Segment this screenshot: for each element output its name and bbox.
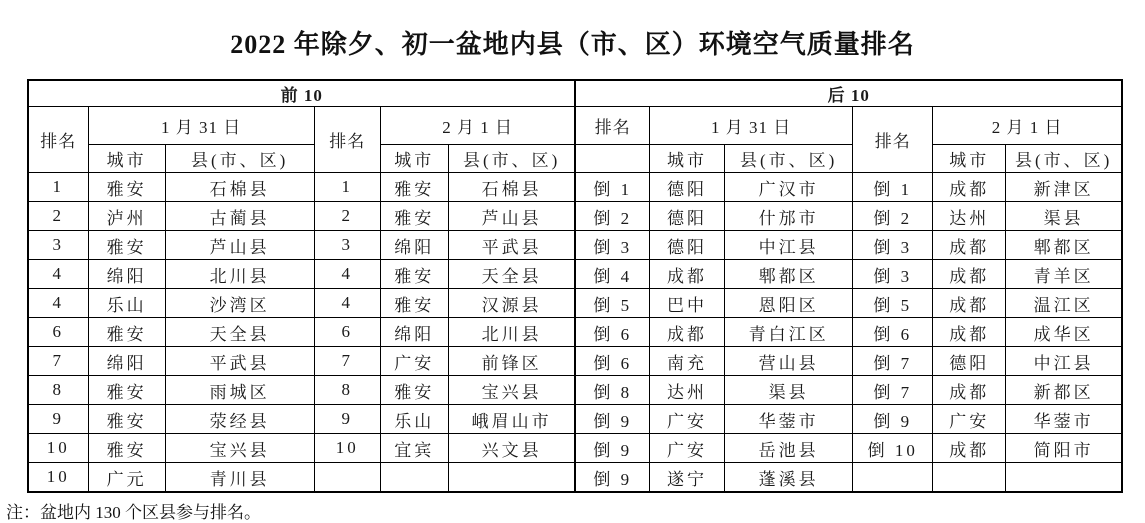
county-cell: 天全县	[448, 260, 575, 289]
sub-header-row	[28, 145, 1122, 173]
group-header-top10: 前 10	[28, 80, 575, 107]
table-row	[28, 202, 1122, 231]
rank-cell: 6	[28, 318, 88, 347]
city-cell: 成都	[933, 318, 1006, 347]
city-cell: 乐山	[380, 405, 448, 434]
rank-cell: 9	[314, 405, 380, 434]
rank-cell: 4	[28, 289, 88, 318]
city-cell: 广安	[650, 405, 725, 434]
county-cell: 恩阳区	[725, 289, 853, 318]
city-cell: 雅安	[380, 173, 448, 202]
city-cell: 泸州	[88, 202, 165, 231]
county-cell: 雨城区	[165, 376, 314, 405]
rank-cell: 倒 4	[575, 260, 649, 289]
city-cell: 巴中	[650, 289, 725, 318]
county-header-4: 县(市、区)	[1006, 145, 1122, 173]
city-cell: 南充	[650, 347, 725, 376]
county-cell: 青白江区	[725, 318, 853, 347]
city-cell: 德阳	[650, 231, 725, 260]
county-cell: 青羊区	[1006, 260, 1122, 289]
county-cell: 华蓥市	[725, 405, 853, 434]
date-header-2: 2 月 1 日	[380, 107, 575, 145]
table-row	[28, 173, 1122, 202]
county-cell: 郫都区	[1006, 231, 1122, 260]
county-cell	[1006, 463, 1122, 493]
city-cell: 成都	[933, 231, 1006, 260]
county-cell: 岳池县	[725, 434, 853, 463]
city-cell: 雅安	[88, 318, 165, 347]
county-cell: 简阳市	[1006, 434, 1122, 463]
county-cell: 沙湾区	[165, 289, 314, 318]
rank-cell: 1	[314, 173, 380, 202]
city-cell: 雅安	[88, 173, 165, 202]
county-cell: 新津区	[1006, 173, 1122, 202]
rank-cell: 7	[314, 347, 380, 376]
city-cell: 德阳	[650, 202, 725, 231]
city-cell: 广安	[933, 405, 1006, 434]
city-cell: 成都	[933, 173, 1006, 202]
county-cell: 渠县	[725, 376, 853, 405]
rank-cell: 1	[28, 173, 88, 202]
rank-cell: 4	[28, 260, 88, 289]
rank-cell: 倒 9	[575, 463, 649, 493]
city-header-1: 城市	[88, 145, 165, 173]
city-cell: 成都	[650, 260, 725, 289]
rank-cell: 9	[28, 405, 88, 434]
city-cell: 成都	[933, 376, 1006, 405]
city-cell: 广安	[380, 347, 448, 376]
rank-cell: 8	[28, 376, 88, 405]
county-cell: 郫都区	[725, 260, 853, 289]
rank-cell: 2	[314, 202, 380, 231]
table-row	[28, 260, 1122, 289]
group-header-bottom10: 后 10	[575, 80, 1122, 107]
table-row	[28, 231, 1122, 260]
rank-cell: 2	[28, 202, 88, 231]
city-cell: 成都	[933, 434, 1006, 463]
city-cell: 雅安	[88, 434, 165, 463]
city-cell: 绵阳	[380, 318, 448, 347]
county-cell: 营山县	[725, 347, 853, 376]
rank-cell: 倒 2	[853, 202, 933, 231]
rank-header-3-empty-cell	[575, 145, 649, 173]
county-cell: 什邡市	[725, 202, 853, 231]
county-cell: 宝兴县	[448, 376, 575, 405]
rank-cell: 倒 2	[575, 202, 649, 231]
table-row	[28, 376, 1122, 405]
city-header-3: 城市	[650, 145, 725, 173]
county-cell: 芦山县	[448, 202, 575, 231]
county-cell: 平武县	[448, 231, 575, 260]
county-cell: 峨眉山市	[448, 405, 575, 434]
county-cell: 荥经县	[165, 405, 314, 434]
table-row	[28, 318, 1122, 347]
rank-cell: 倒 6	[853, 318, 933, 347]
table-row	[28, 434, 1122, 463]
city-cell: 雅安	[88, 376, 165, 405]
rank-cell: 倒 5	[853, 289, 933, 318]
city-cell: 德阳	[933, 347, 1006, 376]
city-header-4: 城市	[933, 145, 1006, 173]
county-cell: 兴文县	[448, 434, 575, 463]
date-header-row	[28, 107, 1122, 145]
city-cell: 雅安	[88, 405, 165, 434]
table-row	[28, 463, 1122, 493]
county-cell: 新都区	[1006, 376, 1122, 405]
rank-cell: 10	[28, 434, 88, 463]
county-cell: 天全县	[165, 318, 314, 347]
page-title: 2022 年除夕、初一盆地内县（市、区）环境空气质量排名	[230, 30, 915, 59]
county-cell: 广汉市	[725, 173, 853, 202]
rank-cell: 倒 1	[575, 173, 649, 202]
city-cell: 成都	[933, 289, 1006, 318]
county-cell: 华蓥市	[1006, 405, 1122, 434]
table-row	[28, 289, 1122, 318]
table-row	[28, 405, 1122, 434]
county-cell: 北川县	[448, 318, 575, 347]
county-cell: 温江区	[1006, 289, 1122, 318]
county-cell: 平武县	[165, 347, 314, 376]
rank-cell: 倒 9	[853, 405, 933, 434]
city-cell: 绵阳	[380, 231, 448, 260]
group-header-row	[28, 80, 1122, 107]
city-cell: 宜宾	[380, 434, 448, 463]
rank-cell: 倒 9	[575, 405, 649, 434]
rank-cell: 10	[28, 463, 88, 493]
city-cell: 绵阳	[88, 260, 165, 289]
county-cell: 中江县	[1006, 347, 1122, 376]
rank-cell: 倒 8	[575, 376, 649, 405]
county-cell: 渠县	[1006, 202, 1122, 231]
city-cell: 雅安	[380, 376, 448, 405]
rank-cell: 倒 9	[575, 434, 649, 463]
city-cell: 达州	[933, 202, 1006, 231]
city-cell: 成都	[933, 260, 1006, 289]
air-quality-ranking-table	[27, 79, 1123, 493]
county-header-3: 县(市、区)	[725, 145, 853, 173]
city-cell: 遂宁	[650, 463, 725, 493]
rank-cell: 倒 3	[853, 260, 933, 289]
city-cell: 乐山	[88, 289, 165, 318]
rank-cell: 倒 10	[853, 434, 933, 463]
county-cell: 古蔺县	[165, 202, 314, 231]
rank-cell: 倒 6	[575, 347, 649, 376]
table-row	[28, 347, 1122, 376]
county-cell: 中江县	[725, 231, 853, 260]
county-cell	[448, 463, 575, 493]
city-cell: 广安	[650, 434, 725, 463]
rank-cell: 4	[314, 260, 380, 289]
city-cell: 德阳	[650, 173, 725, 202]
county-cell: 汉源县	[448, 289, 575, 318]
city-cell: 达州	[650, 376, 725, 405]
county-header-2: 县(市、区)	[448, 145, 575, 173]
rank-cell: 倒 7	[853, 376, 933, 405]
county-cell: 宝兴县	[165, 434, 314, 463]
rank-cell	[314, 463, 380, 493]
county-cell: 前锋区	[448, 347, 575, 376]
city-cell: 雅安	[380, 289, 448, 318]
city-cell: 广元	[88, 463, 165, 493]
county-cell: 蓬溪县	[725, 463, 853, 493]
city-cell: 雅安	[88, 231, 165, 260]
rank-cell: 7	[28, 347, 88, 376]
county-cell: 石棉县	[448, 173, 575, 202]
rank-cell: 倒 3	[853, 231, 933, 260]
footnote: 注：盆地内 130 个区县参与排名。	[6, 503, 261, 522]
city-cell	[380, 463, 448, 493]
rank-cell: 4	[314, 289, 380, 318]
county-header-1: 县(市、区)	[165, 145, 314, 173]
table-body	[28, 173, 1122, 493]
rank-cell: 倒 7	[853, 347, 933, 376]
county-cell: 青川县	[165, 463, 314, 493]
rank-cell: 倒 3	[575, 231, 649, 260]
date-header-1: 1 月 31 日	[88, 107, 314, 145]
city-cell	[933, 463, 1006, 493]
rank-cell: 倒 5	[575, 289, 649, 318]
rank-cell: 10	[314, 434, 380, 463]
date-header-4: 2 月 1 日	[933, 107, 1122, 145]
city-cell: 雅安	[380, 202, 448, 231]
date-header-3: 1 月 31 日	[650, 107, 853, 145]
city-cell: 绵阳	[88, 347, 165, 376]
rank-cell: 3	[28, 231, 88, 260]
rank-cell: 8	[314, 376, 380, 405]
rank-cell: 3	[314, 231, 380, 260]
county-cell: 芦山县	[165, 231, 314, 260]
rank-cell: 6	[314, 318, 380, 347]
rank-header-1: 排名	[28, 107, 88, 173]
city-header-2: 城市	[380, 145, 448, 173]
county-cell: 成华区	[1006, 318, 1122, 347]
city-cell: 雅安	[380, 260, 448, 289]
rank-cell: 倒 6	[575, 318, 649, 347]
rank-cell	[853, 463, 933, 493]
city-cell: 成都	[650, 318, 725, 347]
county-cell: 北川县	[165, 260, 314, 289]
table-header	[28, 80, 1122, 173]
rank-header-3: 排名	[575, 107, 649, 145]
rank-cell: 倒 1	[853, 173, 933, 202]
county-cell: 石棉县	[165, 173, 314, 202]
rank-header-4: 排名	[853, 107, 933, 173]
rank-header-2: 排名	[314, 107, 380, 173]
